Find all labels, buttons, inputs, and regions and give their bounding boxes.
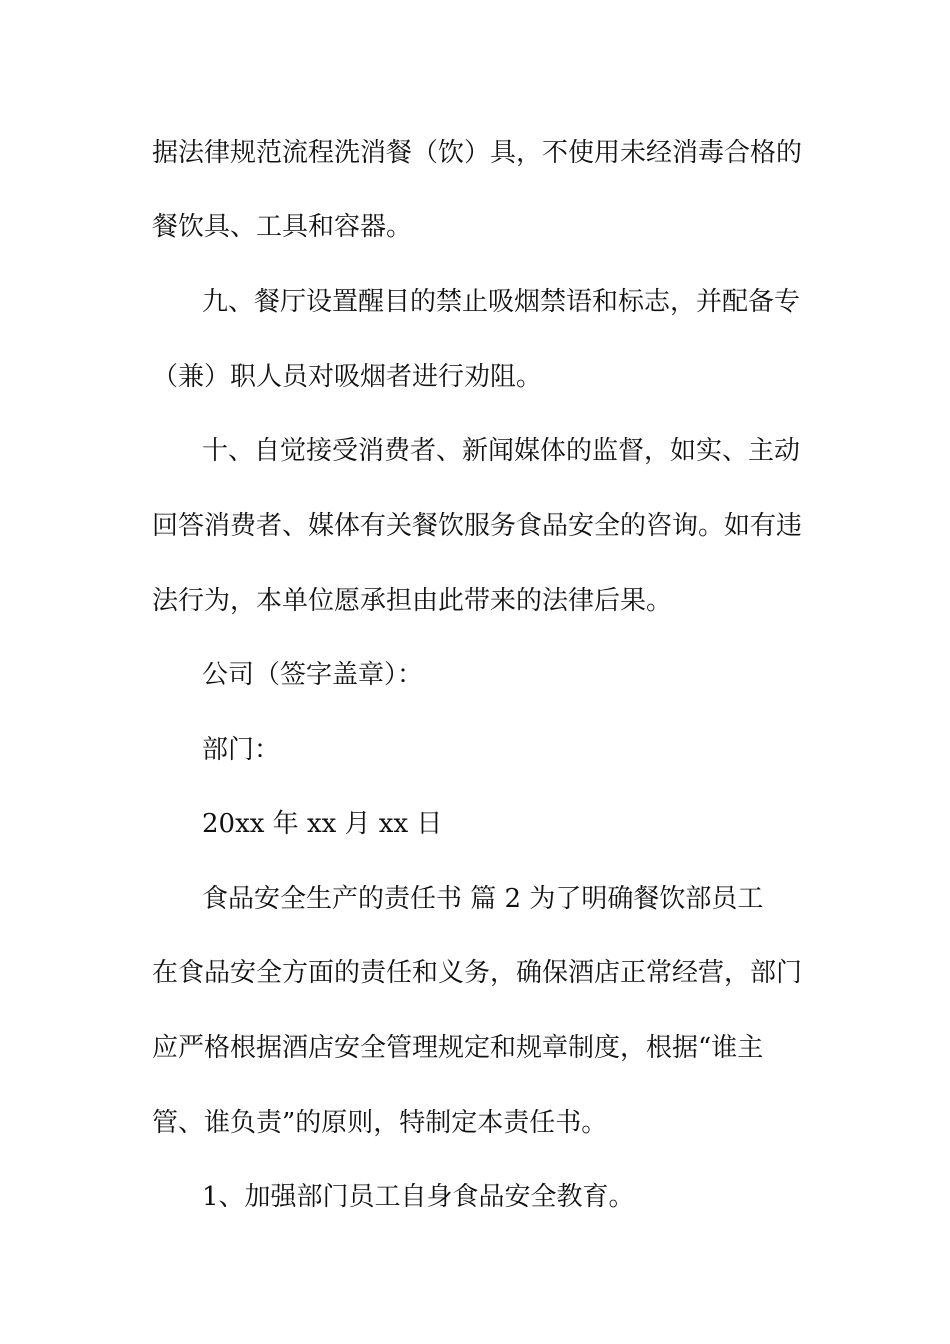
text-line: 管、谁负责”的原则，特制定本责任书。 bbox=[152, 1108, 608, 1138]
paragraph-nine: 九、餐厅设置醒目的禁止吸烟禁语和标志，并配备专 bbox=[202, 287, 801, 317]
text-line: 餐饮具、工具和容器。 bbox=[152, 212, 413, 242]
text-line: 回答消费者、媒体有关餐饮服务食品安全的咨询。如有违 bbox=[152, 511, 803, 541]
list-item-one: 1、加强部门员工自身食品安全教育。 bbox=[202, 1182, 635, 1212]
paragraph-ten: 十、自觉接受消费者、新闻媒体的监督，如实、主动 bbox=[202, 436, 801, 466]
section-heading-line: 食品安全生产的责任书 篇 2 为了明确餐饮部员工 bbox=[202, 884, 764, 914]
department-line: 部门： bbox=[202, 735, 281, 765]
text-line: 应严格根据酒店安全管理规定和规章制度，根据“谁主 bbox=[152, 1033, 764, 1063]
text-line: 在食品安全方面的责任和义务，确保酒店正常经营，部门 bbox=[152, 958, 803, 988]
text-line: 法行为，本单位愿承担由此带来的法律后果。 bbox=[152, 586, 673, 616]
company-signature-line: 公司（签字盖章）： bbox=[202, 660, 424, 690]
date-line: 20xx 年 xx 月 xx 日 bbox=[202, 809, 443, 839]
text-line: 据法律规范流程洗消餐（饮）具，不使用未经消毒合格的 bbox=[152, 138, 803, 168]
text-line: （兼）职人员对吸烟者进行劝阻。 bbox=[152, 362, 543, 392]
